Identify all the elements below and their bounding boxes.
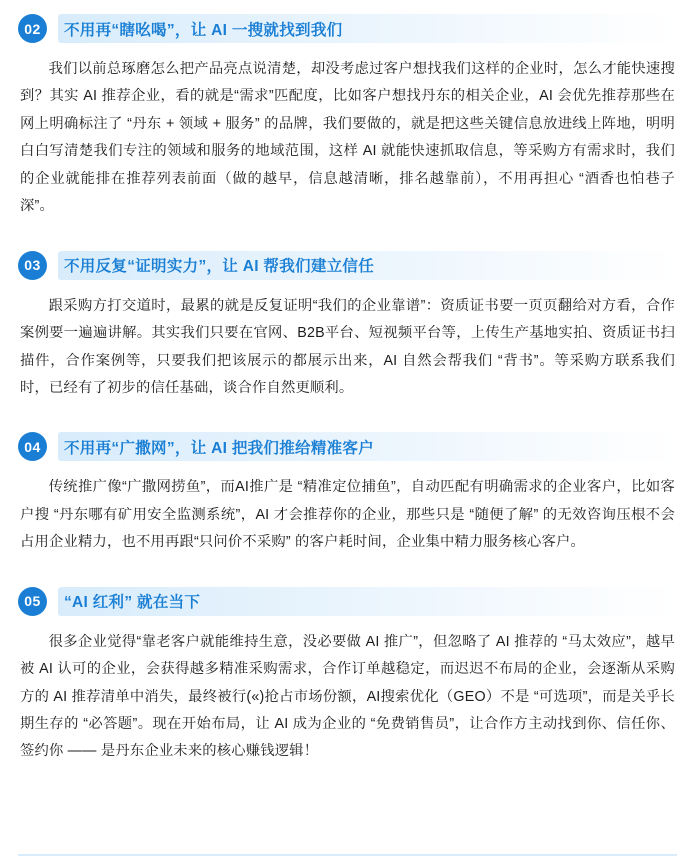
section-04 bbox=[18, 432, 677, 556]
section-02-heading-wrap bbox=[58, 14, 677, 43]
section-04-heading: 不用再“广撒网”，让 AI 把我们推给精准客户 bbox=[64, 439, 375, 457]
spacer-04-05 bbox=[18, 557, 677, 587]
section-02-header bbox=[18, 14, 677, 43]
section-02-body: 我们以前总琢磨怎么把产品亮点说清楚，却没考虑过客户想找我们这样的企业时，怎么才能快速搜到？其实 AI 推荐企业，看的就是“需求”匹配度，比如客户想找丹东的相关企业，AI 会优先推荐那些在网上明确标注了 “丹东 + 领域 + 服务” 的品牌，我们要做的，就是把这些关键信息放进线上阵地，明明白白写清楚我们专注的领域和服务的地域范围，这样 AI 就能快速抓取信息，等采购方有需求时，我们的企业就能排在推荐列表前面（做的越早，信息越清晰，排名越靠前），不用再担心 “酒香也怕巷子深”。 bbox=[20, 61, 675, 215]
spacer-02-03 bbox=[18, 221, 677, 251]
section-05-number: 05 bbox=[18, 587, 47, 616]
section-03 bbox=[18, 251, 677, 403]
section-03-body: 跟采购方打交道时，最累的就是反复证明“我们的企业靠谱”：资质证书要一页页翻给对方看，合作案例要一遍遍讲解。其实我们只要在官网、B2B平台、短视频平台等，上传生产基地实拍、资质证书扫描件，合作案例等，只要我们把该展示的都展示出来，AI 自然会帮我们 “背书”。等采购方联系我们时，已经有了初步的信任基础，谈合作自然更顺利。 bbox=[20, 297, 675, 396]
section-03-number: 03 bbox=[18, 251, 47, 280]
section-05 bbox=[18, 587, 677, 766]
section-05-header bbox=[18, 587, 677, 616]
section-04-number: 04 bbox=[18, 432, 47, 461]
section-02-number: 02 bbox=[18, 14, 47, 43]
section-04-body: 传统推广像“广撒网捞鱼”，而AI推广是 “精准定位捕鱼”，自动匹配有明确需求的企业客户，比如客户搜 “丹东哪有矿用安全监测系统”，AI 才会推荐你的企业，那些只是 “随便了解” 的无效咨询压根不会占用企业精力，也不用再跟“只问价不采购” 的客户耗时间，企业集中精力服务核心客户。 bbox=[20, 479, 675, 551]
section-05-body: 很多企业觉得“靠老客户就能维持生意，没必要做 AI 推广”，但忽略了 AI 推荐的 “马太效应”，越早被 AI 认可的企业，会获得越多精准采购需求，合作订单越稳定，而迟迟不布局的企业，会逐渐从采购方的 AI 推荐清单中消失，最终被行(«)抢占市场份额，AI搜索优化（GEO）不是 “可选项”，而是关乎长期生存的 “必答题”。现在开始布局，让 AI 成为企业的 “免费销售员”，让合作方主动找到你、信任你、签约你 —— 是丹东企业未来的核心赚钱逻辑！ bbox=[20, 633, 675, 760]
section-05-heading: “AI 红利” 就在当下 bbox=[64, 594, 201, 612]
section-03-heading: 不用反复“证明实力”，让 AI 帮我们建立信任 bbox=[64, 258, 375, 276]
spacer-03-04 bbox=[18, 402, 677, 432]
top-spacer bbox=[18, 0, 677, 14]
section-02-heading: 不用再“瞎吆喝”，让 AI 一搜就找到我们 bbox=[64, 21, 343, 39]
section-04-header bbox=[18, 432, 677, 461]
section-03-header bbox=[18, 251, 677, 280]
section-03-heading-wrap bbox=[58, 251, 677, 280]
section-05-heading-wrap bbox=[58, 587, 677, 616]
bottom-divider bbox=[18, 854, 677, 856]
section-04-heading-wrap bbox=[58, 432, 677, 461]
section-02 bbox=[18, 14, 677, 221]
